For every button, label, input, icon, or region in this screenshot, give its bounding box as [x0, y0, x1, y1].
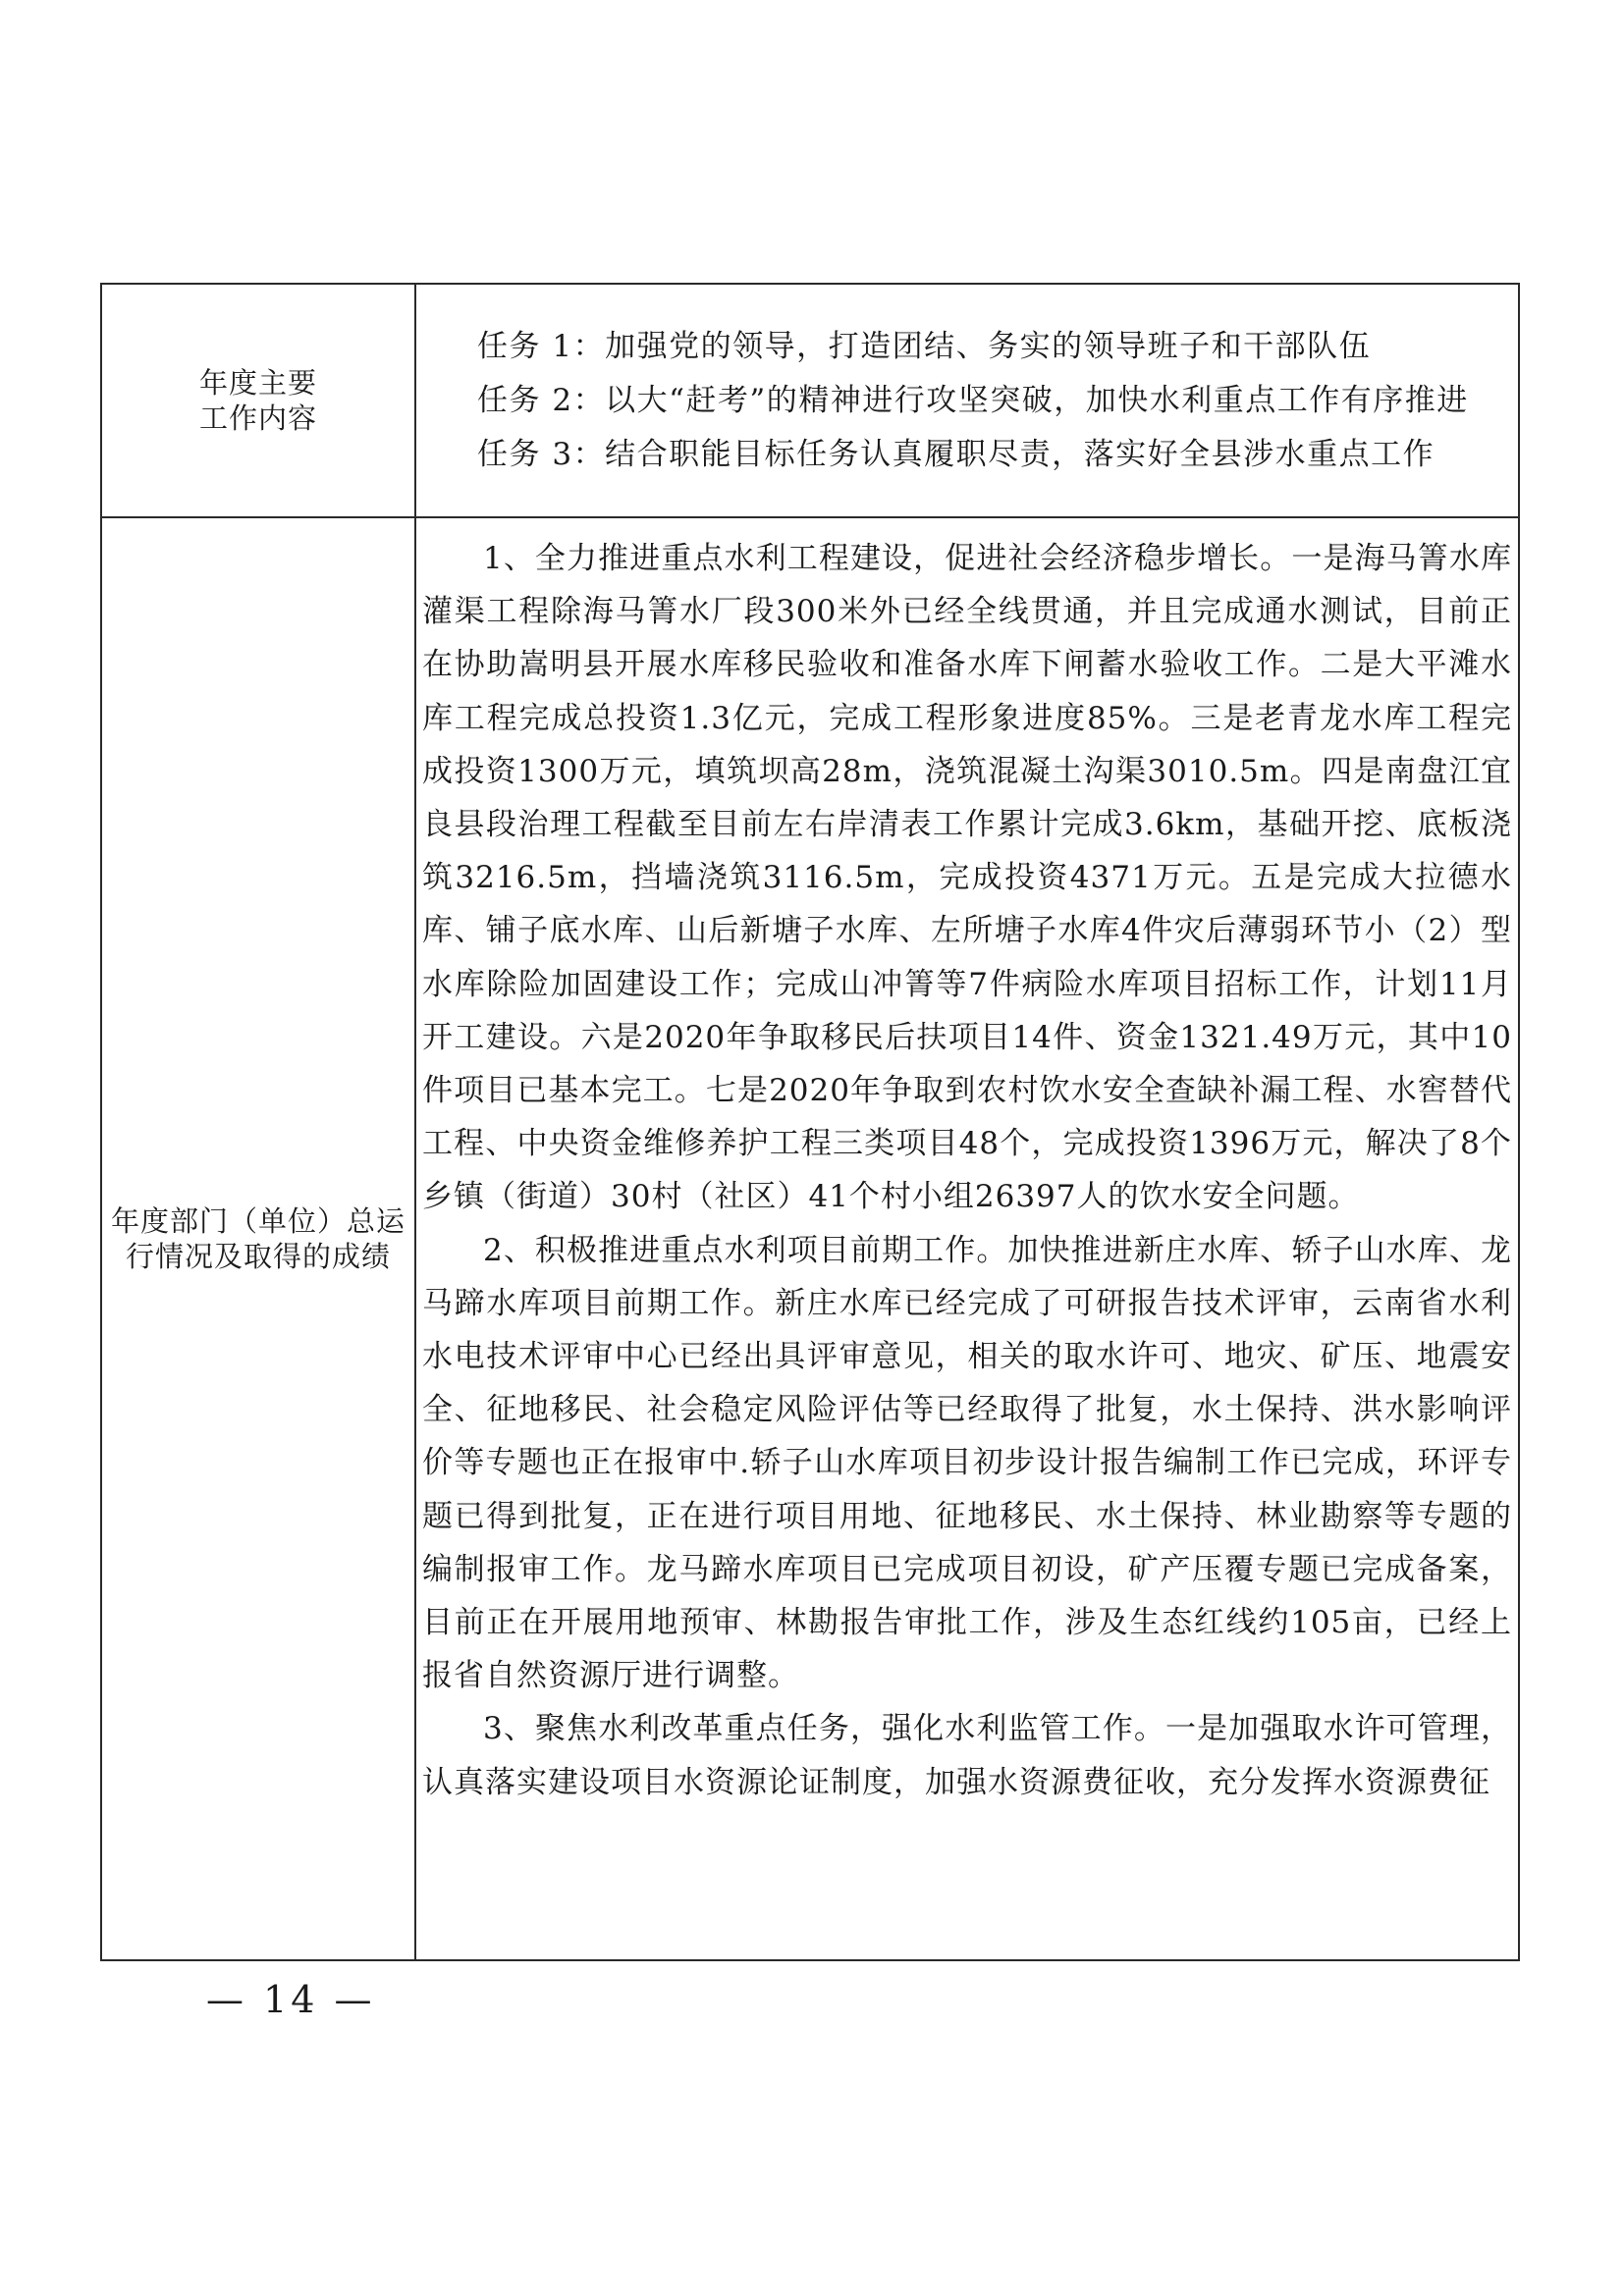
report-table [100, 283, 1520, 1961]
achievement-paragraph-1: 1、全力推进重点水利工程建设，促进社会经济稳步增长。一是海马箐水库灌渠工程除海马箐水厂段300米外已经全线贯通，并且完成通水测试，目前正在协助嵩明县开展水库移民验收和准备水库下闸蓄水验收工作。二是大平滩水库工程完成总投资1.3亿元，完成工程形象进度85%。三是老青龙水库工程完成投资1300万元，填筑坝高28m，浇筑混凝土沟渠3010.5m。四是南盘江宜良县段治理工程截至目前左右岸清表工作累计完成3.6km，基础开挖、底板浇筑3216.5m，挡墙浇筑3116.5m，完成投资4371万元。五是完成大拉德水库、铺子底水库、山后新塘子水库、左所塘子水库4件灾后薄弱环节小（2）型水库除险加固建设工作；完成山冲箐等7件病险水库项目招标工作，计划11月开工建设。六是2020年争取移民后扶项目14件、资金1321.49万元，其中10件项目已基本完工。七是2020年争取到农村饮水安全查缺补漏工程、水窖替代工程、中央资金维修养护工程三类项目48个，完成投资1396万元，解决了8个乡镇（街道）30村（社区）41个村小组26397人的饮水安全问题。 [422, 541, 1512, 1215]
tasks-label-line2: 工作内容 [198, 401, 317, 435]
tasks-label-line1: 年度主要 [198, 366, 317, 400]
achievements-content-cell [415, 517, 1519, 1960]
page-number: — 14 — [206, 1978, 376, 2021]
tasks-content-cell [415, 284, 1519, 517]
achievements-label-line2: 行情况及取得的成绩 [125, 1240, 391, 1273]
task-item-2: 任务 2：以大“赶考”的精神进行攻坚突破，加快水利重点工作有序推进 [477, 382, 1469, 418]
tasks-row [101, 284, 1519, 517]
achievements-label-line1: 年度部门（单位）总运 [110, 1204, 406, 1238]
achievements-label-cell [101, 517, 415, 1960]
achievements-row [101, 517, 1519, 1960]
task-item-3: 任务 3：结合职能目标任务认真履职尽责，落实好全县涉水重点工作 [477, 436, 1435, 472]
tasks-label-cell [101, 284, 415, 517]
achievement-paragraph-2: 2、积极推进重点水利项目前期工作。加快推进新庄水库、轿子山水库、龙马蹄水库项目前期工作。新庄水库已经完成了可研报告技术评审，云南省水利水电技术评审中心已经出具评审意见，相关的取水许可、地灾、矿压、地震安全、征地移民、社会稳定风险评估等已经取得了批复，水土保持、洪水影响评价等专题也正在报审中.轿子山水库项目初步设计报告编制工作已完成，环评专题已得到批复，正在进行项目用地、征地移民、水土保持、林业勘察等专题的编制报审工作。龙马蹄水库项目已完成项目初设，矿产压覆专题已完成备案，目前正在开展用地预审、林勘报告审批工作，涉及生态红线约105亩，已经上报省自然资源厅进行调整。 [422, 1232, 1512, 1694]
task-item-1: 任务 1：加强党的领导，打造团结、务实的领导班子和干部队伍 [477, 328, 1372, 364]
achievement-paragraph-3: 3、聚焦水利改革重点任务，强化水利监管工作。一是加强取水许可管理，认真落实建设项目水资源论证制度，加强水资源费征收，充分发挥水资源费征 [422, 1711, 1512, 1800]
